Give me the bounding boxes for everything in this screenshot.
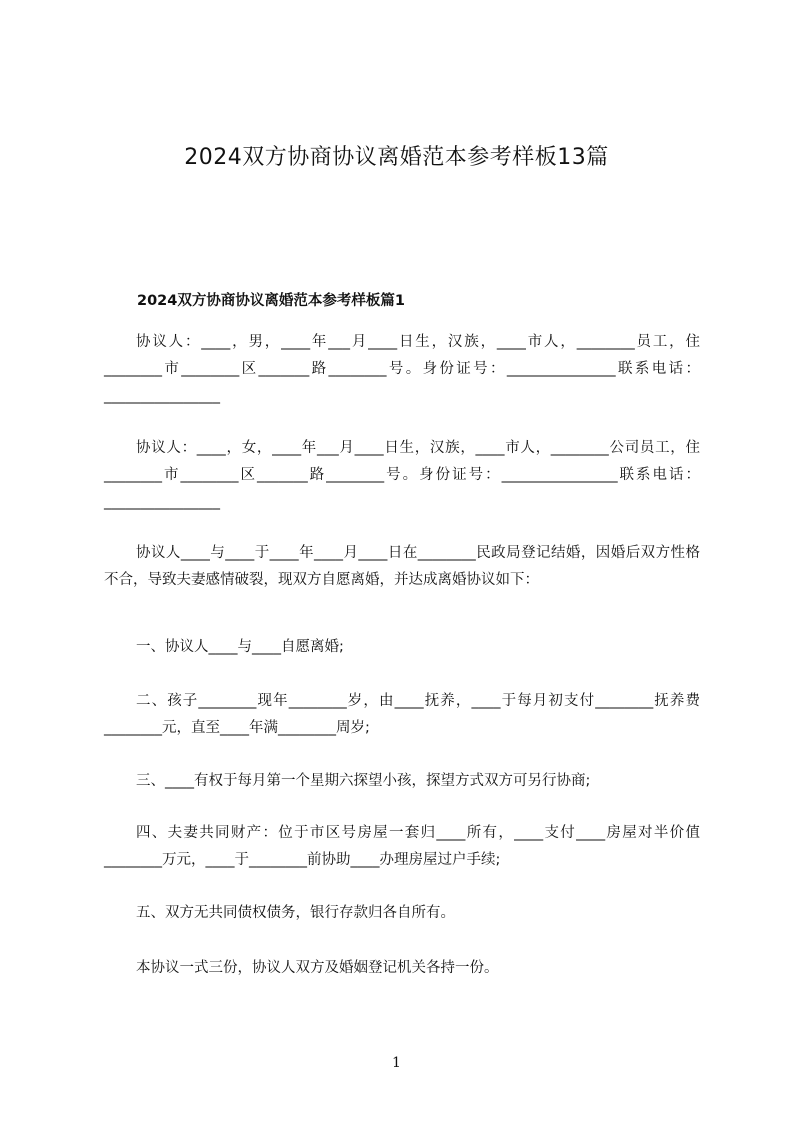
clause-1: 一、协议人____与____自愿离婚; <box>136 639 344 655</box>
section-heading: 2024双方协商协议离婚范本参考样板篇1 <box>137 293 405 309</box>
clause-3: 三、____有权于每月第一个星期六探望小孩，探望方式双方可另行协商; <box>136 773 591 789</box>
page-number: 1 <box>392 1055 401 1071</box>
clause-5: 五、双方无共同债权债务，银行存款归各自所有。 <box>136 905 455 921</box>
party-two-paragraph: 协议人：____，女，____年___月____日生，汉族，____市人，________公司员工，住________市________区_______路________号。身份证号：________________联系电话：________________ <box>104 440 700 510</box>
closing-paragraph: 本协议一式三份，协议人双方及婚姻登记机关各持一份。 <box>136 960 499 976</box>
clause-2: 二、孩子________现年________岁，由____抚养，____于每月初支付________抚养费________元，直至____年满________周岁; <box>104 693 700 736</box>
document-title: 2024双方协商协议离婚范本参考样板13篇 <box>184 145 609 170</box>
clause-4: 四、夫妻共同财产：位于市区号房屋一套归____所有，____支付____房屋对半价值________万元，____于________前协助____办理房屋过户手续; <box>104 825 700 868</box>
party-one-paragraph: 协议人：____，男，____年___月____日生，汉族，____市人，________员工，住________市________区_______路________号。身份证号：_______________联系电话：________________ <box>104 334 700 404</box>
marriage-statement-paragraph: 协议人____与____于____年____月____日在________民政局登记结婚，因婚后双方性格不合，导致夫妻感情破裂，现双方自愿离婚，并达成离婚协议如下： <box>104 545 700 588</box>
